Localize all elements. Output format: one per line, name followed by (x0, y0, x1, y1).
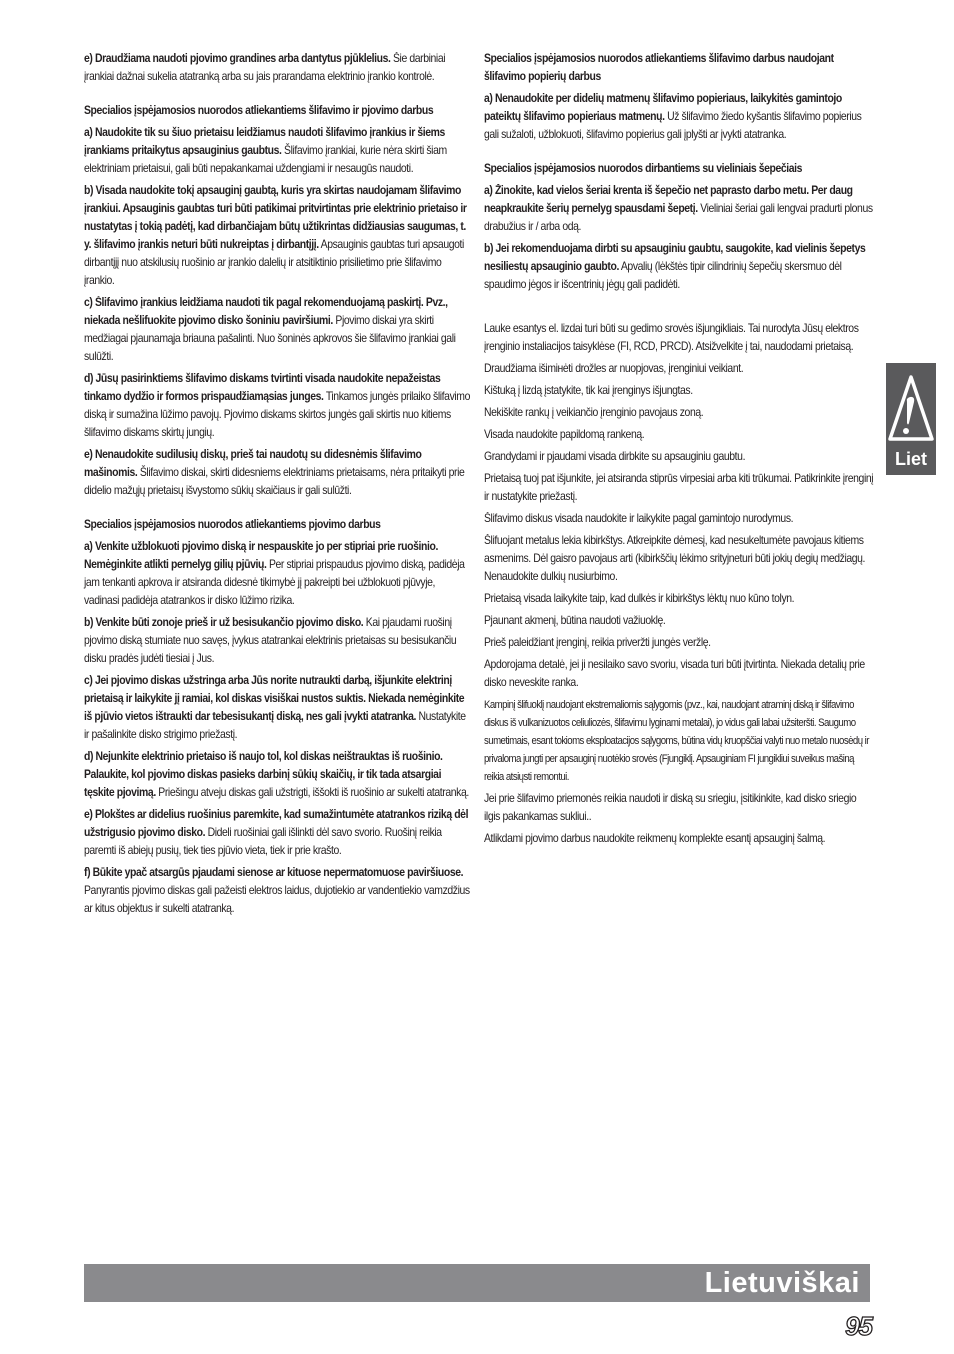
footer-language-bar (84, 1264, 870, 1302)
paragraph: a) Venkite užblokuoti pjovimo diską ir nespauskite jo per stipriai prie ruošinio. Nemėginkite atlikti pernelyg gilių pjūvių. Per stipriai prispaudus pjovimo diską, padidėja jam tenkanti apkrova ir atsiranda didesnė tikimybė jį pakreipti bei užblokuoti pjūvyje, vadinasi padidėja atatrankos ir disko lūžimo rizika. (84, 540, 465, 607)
paragraph: a) Nenaudokite per didelių matmenų šlifavimo popieriaus, laikykitės gamintojo pateiktų šlifavimo popieriaus matmenų. Už šlifavimo žiedo kyšantis šlifavimo popierius gali sužaloti, užblokuoti, šlifavimo popierius gali įplyšti ar įvykti atatranka. (484, 92, 862, 141)
section-heading: Specialios įspėjamosios nuorodos atliekantiems šlifavimo darbus naudojant šlifavimo popierių darbus (484, 52, 834, 83)
paragraph: b) Venkite būti zonoje prieš ir už besisukančio pjovimo disko. Kai pjaudami ruošinį pjovimo diską stumiate nuo savęs, įvykus atatrankai elektrinis prietaisas su besisukančiu disku pradės judėti tiesiai į Jus. (84, 616, 457, 665)
note-paragraph: Visada naudokite papildomą rankeną. (484, 428, 645, 441)
left-column (84, 50, 470, 918)
paragraph: b) Visada naudokite tokį apsauginį gaubtą, kuris yra skirtas naudojamam šlifavimo įrankiui. Apsauginis gaubtas turi būti patikimai pritvirtintas prie elektrinio prietaiso ir nustatytas į tokią padėtį, kad dirbančiajam būtų užtikrintas didžiausias saugumas, t. y. šlifavimo įrankis neturi būti nukreiptas į dirbantįjį. Apsauginis gaubtas turi apsaugoti dirbantįjį nuo atskilusių ruošinio ar įrankio dalelių ir atsitiktinio prisilietimo prie šlifavimo įrankio. (84, 184, 467, 287)
paragraph: f) Būkite ypač atsargūs pjaudami sienose ar kituose nepermatomuose paviršiuose. Panyrantis pjovimo diskas gali pažeisti elektros laidus, dujotiekio ar vandentiekio vamzdžius ar kitus objektus ir sukelti atatranką. (84, 866, 470, 915)
note-paragraph: Šlifuojant metalus lekia kibirkštys. Atkreipkite dėmesį, kad nesukeltumėte pavojaus kitiems asmenims. Dėl gaisro pavojaus arti (kibirkščių lėkimo srityjneturi būti jokių degių medžiagų. Nenaudokite dulkių nusiurbimo. (484, 534, 866, 583)
note-paragraph: Apdorojama detalė, jei ji nesilaiko savo svoriu, visada turi būti įtvirtinta. Niekada detalių prie disko neveskite ranka. (484, 658, 865, 689)
note-paragraph: Lauke esantys el. lizdai turi būti su gedimo srovės išjungikliais. Tai nurodyta Jūsų elektros įrenginio instaliacijos taisyklėse (FI, RCD, PRCD). Atsižvelkite į tai, naudodami prietaisą. (484, 322, 859, 353)
paragraph: e) Nenaudokite sudilusių diskų, prieš tai naudotų su didesnėmis šlifavimo mašinomis. Šlifavimo diskai, skirti didesniems elektriniams prietaisams, nėra pritaikyti prie didelio mažųjų prietaisų išvystomo sūkių skaičiaus ir gali sulūžti. (84, 448, 465, 497)
paragraph: d) Nejunkite elektrinio prietaiso iš naujo tol, kol diskas neištrauktas iš ruošinio. Palaukite, kol pjovimo diskas pasieks darbinį sūkių skaičių, ir tik tada atsargiai tęskite pjovimą. Priešingu atveju diskas gali užstrigti, iššokti iš ruošinio ar sukelti atatranką. (84, 750, 469, 799)
paragraph: c) Šlifavimo įrankius leidžiama naudoti tik pagal rekomenduojamą paskirtį. Pvz., niekada nešlifuokite pjovimo disko šoniniu paviršiumi. Pjovimo diskai yra skirti medžiagai pjaunamąja briauna pašalinti. Nuo šoninės apkrovos šie šlifavimo įrankiai gali sulūžti. (84, 296, 456, 363)
note-paragraph: Kampinį šlifuoklį naudojant ekstremaliomis sąlygomis (pvz., kai, naudojant atraminį diską ir šlifavimo diskus iš vulkanizuotos celiuliozės, šlifavimu lyginami metalai), jo vidus gali labai užsiteršti. Saugumo sumetimais, esant tokioms eksploatacijos sąlygoms, būtina vidų kruopščiai valyti nuo metalo nuosėdų ir privaloma jungti per apsauginį nuotėkio srovės (Fjungiklį. Apsauginiam FI jungikliui suveikus mašiną reikia atsiųsti remontui. (484, 699, 869, 783)
section-heading: Specialios įspėjamosios nuorodos dirbantiems su vieliniais šepečiais (484, 162, 803, 175)
note-paragraph: Draudžiama išimінėti drožles ar nuopjovas, įrenginiui veikiant. (484, 362, 744, 375)
warning-exclamation-icon (886, 371, 936, 443)
note-paragraph: Prieš paleidžiant įrenginį, reikia priveržti jungės veržlę. (484, 636, 711, 649)
footer-language-title: Lietuviškai (704, 1267, 860, 1299)
language-side-tab (886, 363, 936, 475)
section-heading: Specialios įspėjamosios nuorodos atliekantiems pjovimo darbus (84, 518, 381, 531)
paragraph: a) Naudokite tik su šiuo prietaisu leidžiamus naudoti šlifavimo įrankius ir šiems įrankiams pritaikytus apsauginius gaubtus. Šlifavimo įrankiai, kurie nėra skirti šiam elektriniam prietaisui, gali būti nepakankamai uždengiami ir nesaugūs naudoti. (84, 126, 447, 175)
note-paragraph: Atlikdami pjovimo darbus naudokite reikmenų komplekte esantį apsauginį šalmą. (484, 832, 826, 845)
paragraph: e) Plokštes ar didelius ruošinius paremkite, kad sumažintumėte atatrankos riziką dėl užstrigusio pjovimo disko. Dideli ruošiniai gali išlinkti dėl savo svorio. Ruošinį reikia paremti iš abiejų pusių, tiek ties pjūvio vieta, tiek ir prie krašto. (84, 808, 469, 857)
side-tab-label: Liet (894, 449, 927, 469)
note-paragraph: Pjaunant akmenį, būtina naudoti važiuoklę. (484, 614, 666, 627)
paragraph: d) Jūsų pasirinktiems šlifavimo diskams tvirtinti visada naudokite nepažeistas tinkamo dydžio ir formos prispaudžiamąsias junges. Tinkamos jungės prilaiko šlifavimo diską ir sumažina lūžimo pavojų. Pjovimo diskams skirtos jungės gali skirtis nuo kitiems šlifavimo diskams skirtų jungių. (84, 372, 470, 439)
note-paragraph: Nekiškite rankų į veikiančio įrenginio pavojaus zoną. (484, 406, 704, 419)
paragraph: e) Draudžiama naudoti pjovimo grandines arba dantytus pjūklelius. Šie darbiniai įrankiai dažnai sukelia atatranką arba su jais prarandama elektrinio įrankio kontrolė. (84, 52, 446, 83)
note-paragraph: Šlifavimo diskus visada naudokite ir laikykite pagal gamintojo nurodymus. (484, 512, 794, 525)
note-paragraph: Prietaisą tuoj pat išjunkite, jei atsiranda stiprūs virpesiai arba kiti trūkumai. Patikrinkite įrenginį ir nustatykite priežastį. (484, 472, 874, 503)
right-column (484, 50, 874, 848)
note-paragraph: Jei prie šlifavimo priemonės reikia naudoti ir diską su sriegiu, įsitikinkite, kad disko sriegio ilgis pakankamas sukliui.. (484, 792, 857, 823)
note-paragraph: Grandydami ir pjaudami visada dirbkite su apsauginiu gaubtu. (484, 450, 746, 463)
note-paragraph: Kištuką į lizdą įstatykite, tik kai įrenginys išjungtas. (484, 384, 693, 397)
section-heading: Specialios įspėjamosios nuorodos atliekantiems šlifavimo ir pjovimo darbus (84, 104, 434, 117)
paragraph: b) Jei rekomenduojama dirbti su apsauginiu gaubtu, saugokite, kad vielinis šepetys nesiliestų apsauginio gaubto. Apvalių (lėkštės tipir cilindrinių šepečių skersmuo dėl spaudimo jėgos ir išcentrinių jėgų gali padidėti. (484, 242, 866, 291)
paragraph: a) Žinokite, kad vielos šeriai krenta iš šepečio net paprasto darbo metu. Per daug neapkraukite šerių pernelyg spausdami šepetį. Vieliniai šeriai gali lengvai pradurti plonus drabužius ir / arba odą. (484, 184, 873, 233)
paragraph: c) Jei pjovimo diskas užstringa arba Jūs norite nutraukti darbą, išjunkite elektrinį prietaisą ir laikykite jį ramiai, kol diskas visiškai nustos suktis. Niekada nemėginkite iš pjūvio vietos ištraukti dar tebesisukantį diską, nes gali įvykti atatranka. Nustatykite ir pašalinkite disko strigimo priežastį. (84, 674, 466, 741)
note-paragraph: Prietaisą visada laikykite taip, kad dulkės ir kibirkštys lėktų nuo kūno tolyn. (484, 592, 795, 605)
page-number: 95 (845, 1311, 872, 1341)
